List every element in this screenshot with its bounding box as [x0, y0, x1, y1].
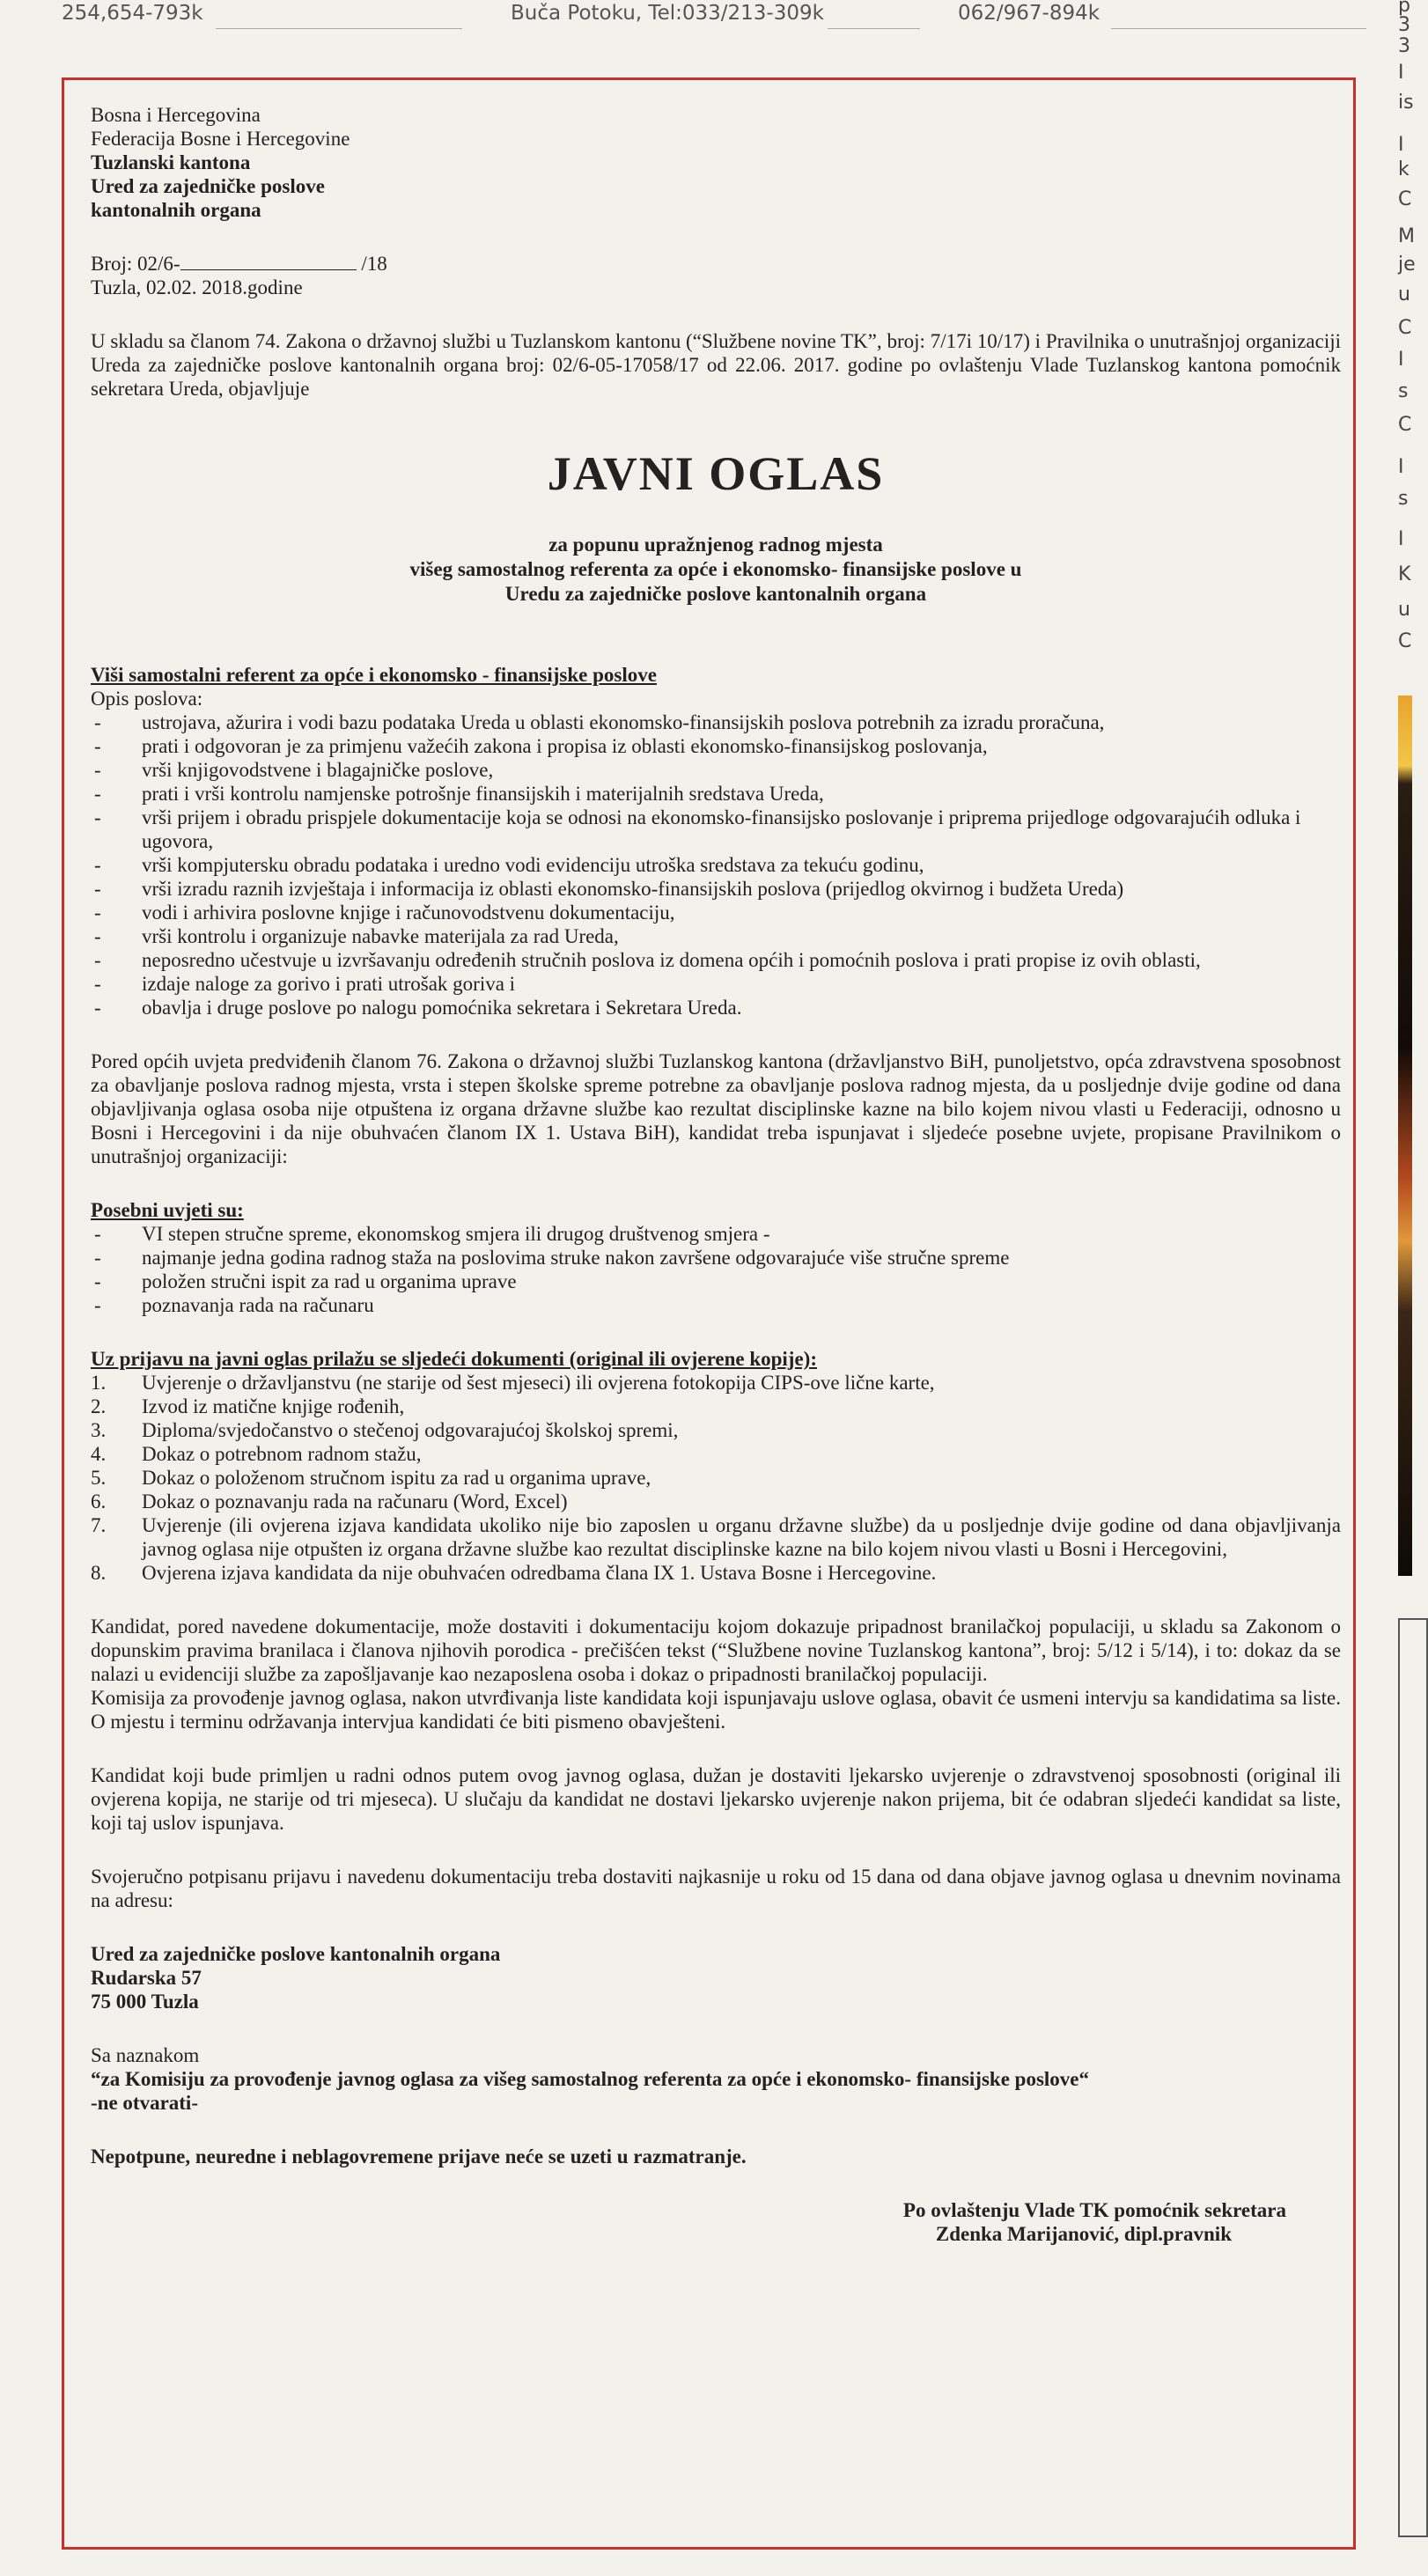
list-item: - vrši izradu raznih izvještaja i informacija iz oblasti ekonomsko-finansijskih poslova (prijedlog okvirnog i budžeta Ureda) — [94, 878, 1124, 901]
edge-text: 3 — [1398, 35, 1410, 57]
marking-text: “za Komisiju za provođenje javnog oglasa za višeg samostalnog referenta za opće i ekonomsko- finansijske poslove“ — [91, 2068, 1089, 2091]
submission-paragraph: Svojeručno potpisanu prijavu i navedenu dokumentaciju treba dostaviti najkasnije u roku od 15 dana od dana objave javnog oglasa u dnevnim novinama na adresu: — [91, 1866, 1341, 1912]
reference-number-blank — [180, 254, 357, 270]
list-item: - prati i vrši kontrolu namjenske potrošnje finansijskih i materijalnih sredstava Ureda, — [94, 783, 824, 806]
edge-text: I — [1398, 528, 1404, 550]
issuer-canton: Tuzlanski kantona — [91, 151, 251, 173]
duties-list — [91, 710, 1341, 1019]
list-item: - vrši kontrolu i organizuje nabavke materijala za rad Ureda, — [94, 925, 619, 948]
special-conditions-heading: Posebni uvjeti su: — [91, 1199, 244, 1222]
edge-text: I — [1398, 134, 1404, 156]
list-item: - neposredno učestvuje u izvršavanju određenih stručnih poslova iz domena općih i pomoćnih poslova i prati propise iz ovih oblasti, — [94, 949, 1201, 972]
marking-label: Sa naznakom — [91, 2044, 200, 2067]
list-item: - obavlja i druge poslove po nalogu pomoćnika sekretara i Sekretara Ureda. — [94, 997, 742, 1019]
edge-text: k — [1398, 158, 1410, 180]
list-item: - ustrojava, ažurira i vodi bazu podataka Ureda u oblasti ekonomsko-finansijskih poslova potrebnih za izradu proračuna, — [94, 711, 1105, 734]
duties-label: Opis poslova: — [91, 688, 203, 710]
special-conditions-list — [91, 1222, 1341, 1317]
edge-text: I — [1398, 62, 1404, 84]
edge-text: je — [1398, 254, 1416, 276]
issuer-country: Bosna i Hercegovina — [91, 104, 261, 126]
edge-text: I — [1398, 349, 1404, 371]
list-item: 6. Dokaz o poznavanju rada na računaru (Word, Excel) — [91, 1490, 568, 1513]
edge-text: u — [1398, 599, 1410, 621]
list-item: - vrši knjigovodstvene i blagajničke poslove, — [94, 759, 494, 782]
general-conditions-paragraph: Pored općih uvjeta predviđenih članom 76. Zakona o državnoj službi Tuzlanskog kantona (državljanstvo BiH, punoljetstvo, opća zdravstvena sposobnost za obavljanje poslova radnog mjesta, vrsta i stepen školske spreme potrebne za obavljanje poslova radnog mjesta, da u posljednje dvije godine od dana objavljivanja oglasa osoba nije otpuštena iz organa državne službe kao rezultat disciplinske kazne na bilo kojem nivou vlasti u Federaciji, odnosno u Bosni i Hercegovini i da nije obuhvaćen članom IX 1. Ustava BiH), kandidat treba ispunjavat i sljedeće posebne uvjete, propisane Pravilnikom o unutrašnjoj organizaciji: — [91, 1050, 1341, 1168]
list-item: - položen stručni ispit za rad u organima uprave — [94, 1270, 517, 1293]
list-item: - vrši prijem i obradu prispjele dokumentacije koja se odnosi na ekonomsko-finansijsko poslovanje i priprema prijedloge odgovarajućih odluka i ugovora, — [94, 806, 1301, 853]
edge-text: C — [1398, 414, 1412, 436]
issuer-office-cont: kantonalnih organa — [91, 199, 261, 221]
notice-title: JAVNI OGLAS — [547, 447, 885, 500]
documents-heading: Uz prijavu na javni oglas prilažu se sljedeći dokumenti (original ili ovjerene kopije): — [91, 1348, 817, 1371]
list-item: - najmanje jedna godina radnog staža na poslovima struke nakon završene odgovarajuće više stručne spreme — [94, 1247, 1010, 1270]
issuer-federation: Federacija Bosne i Hercegovine — [91, 128, 350, 150]
top-rule-left — [216, 28, 462, 29]
edge-text: C — [1398, 317, 1412, 339]
issuer-office: Ured za zajedničke poslove — [91, 175, 325, 197]
list-item: 3. Diploma/svjedočanstvo o stečenoj odgovarajućoj školskoj spremi, — [91, 1419, 679, 1442]
address-office: Ured za zajedničke poslove kantonalnih organa — [91, 1943, 501, 1966]
commission-paragraph: Komisija za provođenje javnog oglasa, nakon utvrđivanja liste kandidata koji ispunjavaju uslove oglasa, obavit će usmeni intervju sa kandidatima sa liste. O mjestu i terminu održavanja intervjua kandidati će biti pismeno obavješteni. — [91, 1687, 1341, 1733]
list-item: 8. Ovjerena izjava kandidata da nije obuhvaćen odredbama člana IX 1. Ustava Bosne i Hercegovine. — [91, 1562, 937, 1585]
top-classifieds-strip — [0, 0, 1391, 35]
edge-text: 3 — [1398, 14, 1410, 36]
do-not-open: -ne otvarati- — [91, 2092, 198, 2115]
address-city: 75 000 Tuzla — [91, 1991, 199, 2013]
edge-text: s — [1398, 488, 1409, 510]
list-item: 5. Dokaz o položenom stručnom ispitu za rad u organima uprave, — [91, 1467, 651, 1490]
list-item: - prati i odgovoran je za primjenu važećih zakona i propisa iz oblasti ekonomsko-finansijskog poslovanja, — [94, 735, 988, 758]
signature-block — [91, 2198, 1341, 2246]
issue-date: Tuzla, 02.02. 2018.godine — [91, 276, 303, 298]
edge-text: s — [1398, 380, 1409, 402]
list-item: 4. Dokaz o potrebnom radnom stažu, — [91, 1443, 422, 1466]
list-item: - poznavanja rada na računaru — [94, 1294, 374, 1317]
edge-text: p — [1398, 0, 1410, 17]
reference-number-suffix: /18 — [361, 253, 387, 275]
list-item: 1. Uvjerenje o državljanstvu (ne starije od šest mjeseci) ili ovjerena fotokopija CIPS-ove lične karte, — [91, 1372, 935, 1395]
list-item: - izdaje naloge za gorivo i prati utrošak goriva i — [94, 973, 516, 996]
edge-text: C — [1398, 630, 1412, 652]
medical-paragraph: Kandidat koji bude primljen u radni odnos putem ovog javnog oglasa, dužan je dostaviti ljekarsko uvjerenje o zdravstvenoj sposobnosti (original ili ovjerena kopija, ne starije od tri mjeseca). U slučaju da kandidat ne dostavi ljekarsko uvjerenje nakon prijema, bit će odabran sljedeći kandidat sa liste, koji taj uslov ispunjava. — [91, 1764, 1341, 1835]
list-item: - vrši kompjutersku obradu podataka i uredno vodi evidenciju utroška sredstava za tekuću godinu, — [94, 854, 924, 877]
edge-text: is — [1398, 92, 1414, 114]
neighbour-ad-box — [1398, 1618, 1428, 2537]
top-ad-right: 062/967-894k — [958, 2, 1100, 25]
edge-text: u — [1398, 283, 1410, 305]
incomplete-applications-note: Nepotpune, neuredne i neblagovremene prijave neće se uzeti u razmatranje. — [91, 2145, 747, 2168]
signature-authority: Po ovlaštenju Vlade TK pomoćnik sekretara — [902, 2199, 1286, 2222]
list-item: 7. Uvjerenje (ili ovjerena izjava kandidata ukoliko nije bio zaposlen u organu državne službe) da u posljednje dvije godine od dana objavljivanja javnog oglasa nije otpušten iz organa državne službe kao rezultat disciplinske kazne na bilo kojem nivou vlasti u Bosni i Hercegovini, — [91, 1514, 1341, 1561]
list-item: 2. Izvod iz matične knjige rođenih, — [91, 1395, 405, 1418]
notice-subtitle-1: za popunu upražnjenog radnog mjesta — [548, 534, 883, 556]
issuer-header — [91, 103, 1341, 222]
edge-text: M — [1398, 225, 1415, 247]
top-ad-middle: Buča Potoku, Tel:033/213-309k — [511, 2, 824, 25]
intro-paragraph: U skladu sa članom 74. Zakona o državnoj službi u Tuzlanskom kantonu (“Službene novine TK”, broj: 7/17i 10/17) i Pravilnika o unutrašnjoj organizaciji Ureda za zajedničke poslove kantonalnih organa broj: 02/6-05-17058/17 od 22.06. 2017. godine po ovlaštenju Vlade Tuzlanskog kantona pomoćnik sekretara Ureda, objavljuje — [91, 330, 1341, 400]
top-rule-middle — [828, 28, 920, 29]
notice-content — [91, 103, 1341, 2246]
veterans-paragraph: Kandidat, pored navedene dokumentacije, može dostaviti i dokumentaciju kojom dokazuje pripadnost branilačkoj populaciji, u skladu sa Zakonom o dopunskim pravima branilaca i članova njihovih porodica - prečišćen tekst (“Službene novine Tuzlanskog kantona”, broj: 5/12 i 5/14), i to: dokaz da se nalazi u evidenciji službe za zapošljavanje kao nezaposlena osoba i dokaz o pripadnosti branilačkoj populaciji. — [91, 1616, 1341, 1686]
reference-number-prefix: Broj: 02/6- — [91, 253, 180, 275]
reference-number — [91, 252, 1341, 276]
notice-subtitle-2: višeg samostalnog referenta za opće i ekonomsko- finansijske poslove u — [409, 558, 1022, 581]
edge-text: I — [1398, 456, 1404, 478]
top-ad-left: 254,654-793k — [62, 2, 203, 25]
position-heading: Viši samostalni referent za opće i ekonomsko - finansijske poslove — [91, 664, 657, 687]
public-notice — [62, 77, 1356, 2550]
list-item: - VI stepen stručne spreme, ekonomskog smjera ili drugog društvenog smjera - — [94, 1223, 770, 1246]
documents-list — [91, 1371, 1341, 1585]
address-street: Rudarska 57 — [91, 1967, 202, 1990]
edge-text: K — [1398, 563, 1411, 585]
neighbour-ad-photo — [1398, 696, 1412, 1576]
signature-name: Zdenka Marijanović, dipl.pravnik — [935, 2223, 1232, 2246]
notice-subtitle-3: Uredu za zajedničke poslove kantonalnih organa — [504, 583, 927, 606]
edge-text: C — [1398, 188, 1412, 210]
top-rule-right — [1111, 28, 1366, 29]
list-item: - vodi i arhivira poslovne knjige i računovodstvenu dokumentaciju, — [94, 902, 675, 924]
neighbour-ads-column — [1393, 0, 1416, 2576]
